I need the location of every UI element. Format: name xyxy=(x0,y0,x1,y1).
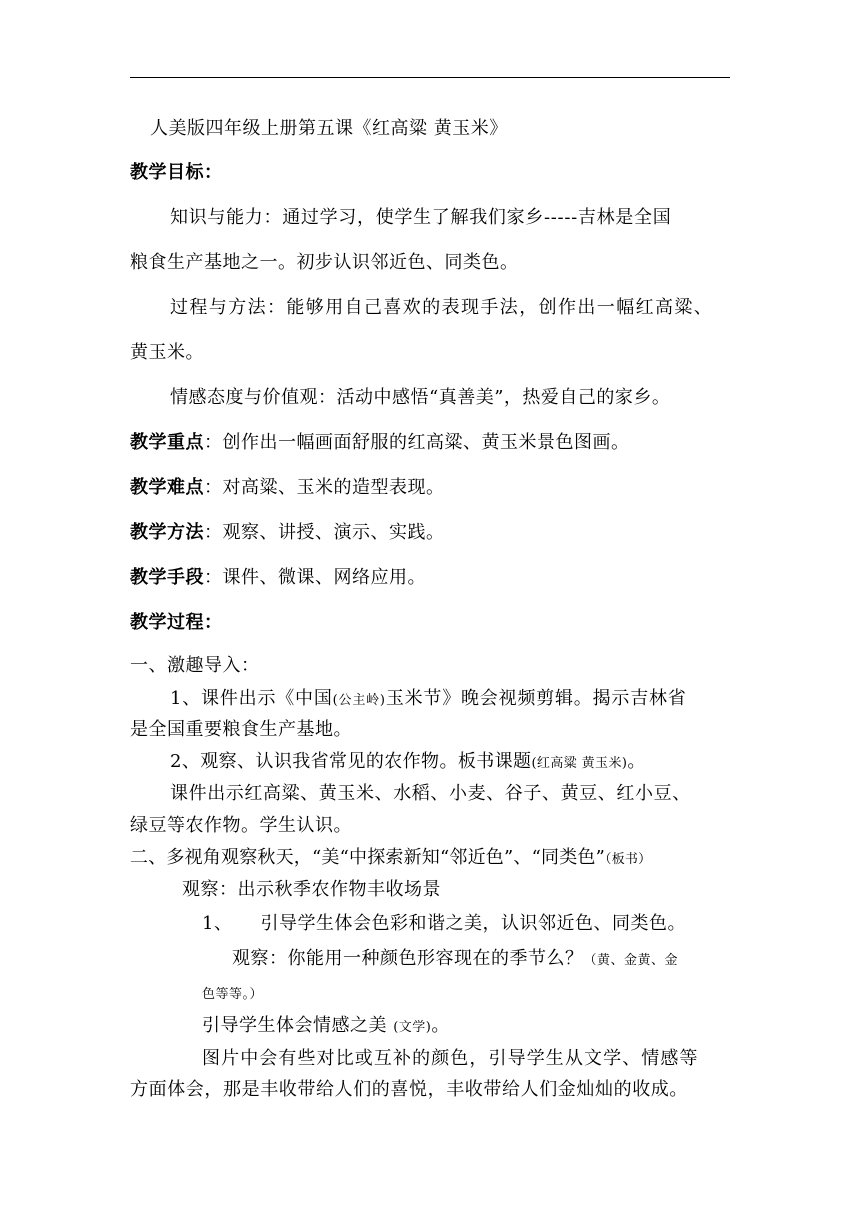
section2-question-note-1: （黄、金黄、金 xyxy=(583,953,679,968)
section1-item3-line-1: 课件出示红高粱、黄玉米、水稻、小麦、谷子、黄豆、红小豆、 xyxy=(170,783,691,804)
objective-knowledge-line-2: 粮食生产基地之一。初步认识邻近色、同类色。 xyxy=(130,252,519,273)
objective-knowledge-line-1: 知识与能力：通过学习，使学生了解我们家乡-----吉林是全国 xyxy=(170,207,672,228)
means-text: ：课件、微课、网络应用。 xyxy=(204,567,426,588)
header-rule xyxy=(130,77,730,78)
section2-emotion-text: 引导学生体会情感之美 xyxy=(202,1015,394,1036)
difficulty-text: ：对高粱、玉米的造型表现。 xyxy=(204,477,445,498)
section1-item3-line-2: 绿豆等农作物。学生认识。 xyxy=(130,815,352,836)
methods xyxy=(130,521,445,545)
section2-question-text: 观察：你能用一种颜色形容现在的季节么？ xyxy=(232,948,584,969)
objective-emotion: 情感态度与价值观：活动中感悟“真善美”，热爱自己的家乡。 xyxy=(170,387,671,408)
section1-item2-text-a: 2、观察、认识我省常见的农作物。板书课题 xyxy=(170,751,532,772)
methods-label: 教学方法 xyxy=(130,522,204,543)
means-label: 教学手段 xyxy=(130,567,204,588)
key-point-label: 教学重点 xyxy=(130,432,204,453)
key-point xyxy=(130,431,630,455)
section2-heading-text: 二、多视角观察秋天，“美“中探索新知“邻近色”、“同类色” xyxy=(130,847,606,868)
section2-emotion xyxy=(202,1014,450,1040)
section1-item1-text-a: 1、课件出示《中国 xyxy=(170,688,333,709)
section2-emotion-note: (文学) xyxy=(393,1020,432,1035)
section1-item2-text-b: 。 xyxy=(627,751,646,772)
key-point-text: ：创作出一幅画面舒服的红高粱、黄玉米景色图画。 xyxy=(204,432,630,453)
section2-question-line-1 xyxy=(232,947,678,973)
process-heading: 教学过程： xyxy=(130,612,223,633)
section1-item1-line-1 xyxy=(170,687,687,713)
section2-heading xyxy=(130,846,651,872)
section2-heading-note: （板书） xyxy=(605,852,652,867)
section1-item2-note: (红高粱 黄玉米) xyxy=(531,756,628,771)
document-title: 人美版四年级上册第五课《红高粱 黄玉米》 xyxy=(150,118,508,139)
objectives-heading: 教学目标： xyxy=(130,162,223,183)
section1-item1-line-2: 是全国重要粮食生产基地。 xyxy=(130,719,352,740)
section2-question-line-2: 色等等。） xyxy=(202,987,264,1002)
difficulty xyxy=(130,476,445,500)
objective-process-line-2: 黄玉米。 xyxy=(130,342,204,363)
difficulty-label: 教学难点 xyxy=(130,477,204,498)
section2-observe: 观察：出示秋季农作物丰收场景 xyxy=(182,879,441,900)
methods-text: ：观察、讲授、演示、实践。 xyxy=(204,522,445,543)
section1-item2 xyxy=(170,750,646,776)
means xyxy=(130,566,426,590)
section2-para-line-1: 图片中会有些对比或互补的颜色，引导学生从文学、情感等 xyxy=(202,1048,699,1069)
section2-para-line-2: 方面体会，那是丰收带给人们的喜悦，丰收带给人们金灿灿的收成。 xyxy=(130,1079,688,1100)
objective-process-line-1: 过程与方法：能够用自己喜欢的表现手法，创作出一幅红高粱、 xyxy=(170,297,714,318)
section1-item1-note: (公主岭) xyxy=(332,693,386,708)
section2-point1-text: 引导学生体会色彩和谐之美，认识邻近色、同类色。 xyxy=(260,913,686,934)
section2-point1 xyxy=(202,912,686,936)
section2-point1-number: 1、 xyxy=(202,913,233,934)
section1-heading: 一、激趣导入： xyxy=(130,655,260,676)
section1-item1-text-b: 玉米节》晚会视频剪辑。揭示吉林省 xyxy=(385,688,687,709)
section2-emotion-end: 。 xyxy=(431,1015,450,1036)
